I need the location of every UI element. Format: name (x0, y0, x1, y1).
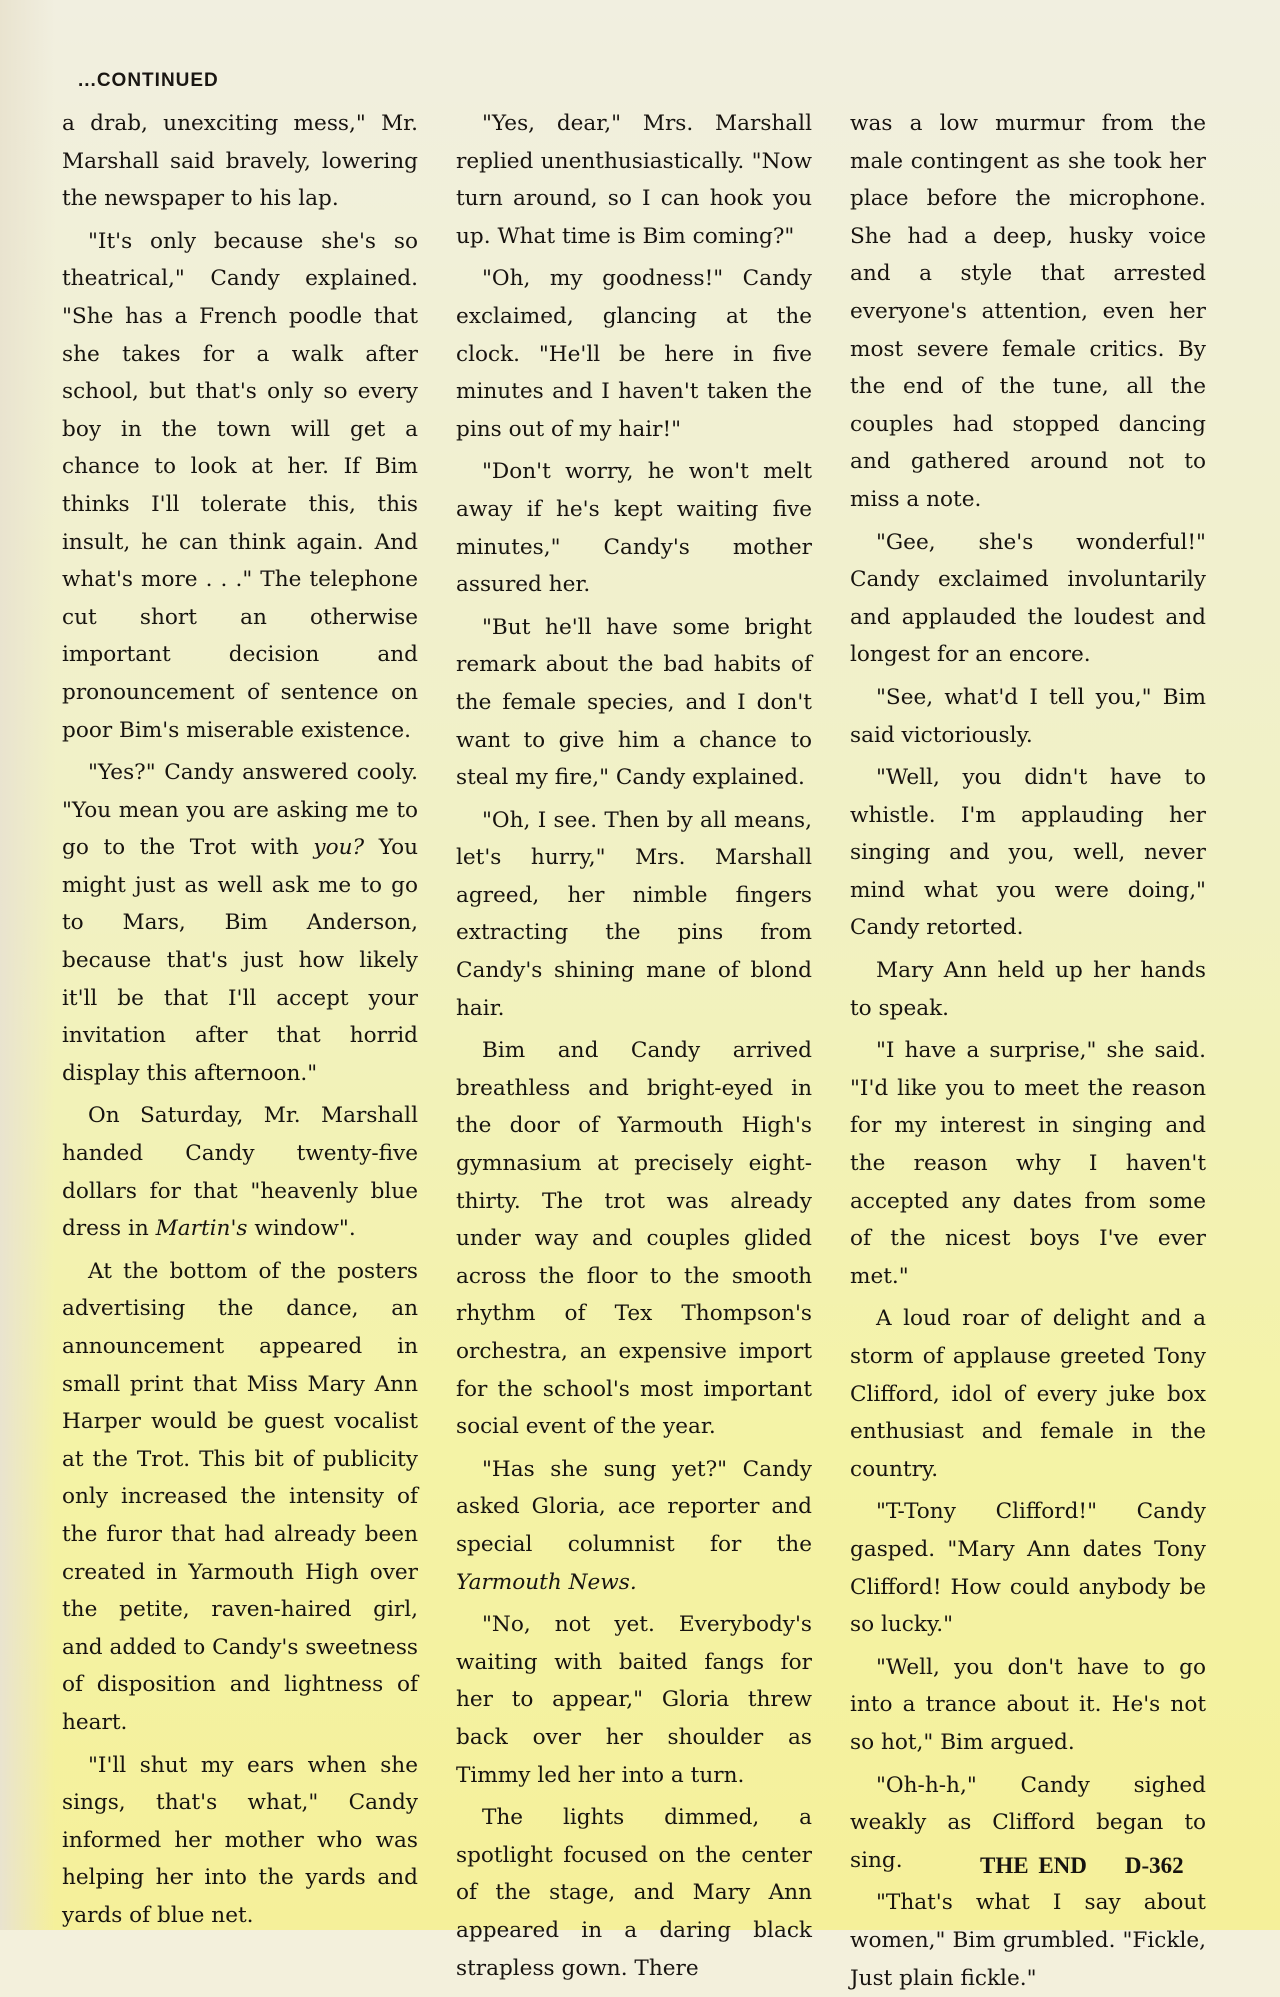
paragraph: "Oh-h-h," Candy sighed weakly as Clifford began to sing. (850, 1772, 1206, 1873)
paragraph: At the bottom of the posters advertising the dance, an announcement appeared in small print that Miss Mary Ann Harper would be guest vocalist at the Trot. This bit of publicity only increased the intensity of the furor that had already been created in Yarmouth High over the petite, raven-haired girl, and added to Candy's sweetness of disposition and lightness of heart. (62, 1258, 418, 1735)
page-code: D-362 (1124, 1853, 1184, 1878)
paragraph: "Well, you don't have to go into a trance about it. He's not so hot," Bim argued. (850, 1654, 1206, 1755)
paragraph: "Has she sung yet?" Candy asked Gloria, ace reporter and special columnist for the Yarmouth News. (456, 1456, 812, 1595)
paragraph: "Well, you didn't have to whistle. I'm applauding her singing and you, well, never mind what you were doing," Candy retorted. (850, 765, 1206, 941)
paragraph: Mary Ann held up her hands to speak. (850, 958, 1206, 1021)
paragraph: "Yes, dear," Mrs. Marshall replied unenthusiastically. "Now turn around, so I can hook you up. What time is Bim coming?" (456, 111, 812, 249)
paragraph: Bim and Candy arrived breathless and bright-eyed in the door of Yarmouth High's gymnasium at precisely eight-thirty. The trot was already under way and couples glided across the floor to the smooth rhythm of Tex Thompson's orchestra, an expensive import for the school's most important social event of the year. (456, 1038, 812, 1440)
paragraph: a drab, unexciting mess," Mr. Marshall said bravely, lowering the newspaper to his lap. (62, 111, 418, 212)
paragraph: A loud roar of delight and a storm of applause greeted Tony Clifford, idol of every juke box enthusiast and female in the country. (850, 1306, 1206, 1482)
paragraph: "Yes?" Candy answered cooly. "You mean you are asking me to go to the Trot with you? You might just as well ask me to go to Mars, Bim Anderson, because that's just how likely it'll be that I'll accept your invitation after that horrid display this afternoon." (62, 760, 418, 1086)
paragraph: "But he'll have some bright remark about the bad habits of the female species, and I don't want to give him a chance to steal my fire," Candy explained. (456, 614, 812, 791)
paragraph: On Saturday, Mr. Marshall handed Candy twenty-five dollars for that "heavenly blue dress in Martin's window". (62, 1103, 418, 1242)
the-end-label: THE END (980, 1853, 1087, 1878)
paragraph: "That's what I say about women," Bim grumbled. "Fickle, Just plain fickle." (850, 1890, 1206, 1991)
paragraph: "T-Tony Clifford!" Candy gasped. "Mary Ann dates Tony Clifford! How could anybody be so lucky." (850, 1499, 1206, 1638)
paragraph: "Oh, I see. Then by all means, let's hurry," Mrs. Marshall agreed, her nimble fingers extracting the pins from Candy's shining mane of blond hair. (456, 807, 812, 1021)
paragraph: "See, what'd I tell you," Bim said victoriously. (850, 684, 1206, 748)
paragraph: "Don't worry, he won't melt away if he's kept waiting five minutes," Candy's mother assured her. (456, 459, 812, 598)
text-column-1 (62, 105, 418, 1928)
continued-label: ...CONTINUED (78, 70, 219, 91)
story-footer (980, 1853, 1184, 1879)
paragraph: was a low murmur from the male contingent as she took her place before the microphone. She had a deep, husky voice and a style that arrested everyone's attention, even her most severe female critics. By the end of the tune, all the couples had stopped dancing and gathered around not to miss a note. (850, 111, 1206, 512)
paragraph: "Oh, my goodness!" Candy exclaimed, glancing at the clock. "He'll be here in five minutes and I haven't taken the pins out of my hair!" (456, 266, 812, 442)
text-column-2 (456, 105, 812, 1981)
paragraph: "Gee, she's wonderful!" Candy exclaimed involuntarily and applauded the loudest and longest for an encore. (850, 529, 1206, 668)
paragraph: "I'll shut my ears when she sings, that's what," Candy informed her mother who was helping her into the yards and yards of blue net. (62, 1752, 418, 1928)
paragraph: "No, not yet. Everybody's waiting with baited fangs for her to appear," Gloria threw back over her shoulder as Timmy led her into a turn. (456, 1612, 812, 1788)
paragraph: The lights dimmed, a spotlight focused on the center of the stage, and Mary Ann appeared in a daring black strapless gown. There (456, 1805, 812, 1981)
paragraph: "I have a surprise," she said. "I'd like you to meet the reason for my interest in singing and the reason why I haven't accepted any dates from some of the nicest boys I've ever met." (850, 1038, 1206, 1289)
paragraph: "It's only because she's so theatrical," Candy explained. "She has a French poodle that she takes for a walk after school, but that's only so every boy in the town will get a chance to look at her. If Bim thinks I'll tolerate this, this insult, he can think again. And what's more . . ." The telephone cut short an otherwise important decision and pronouncement of sentence on poor Bim's miserable existence. (62, 228, 418, 743)
